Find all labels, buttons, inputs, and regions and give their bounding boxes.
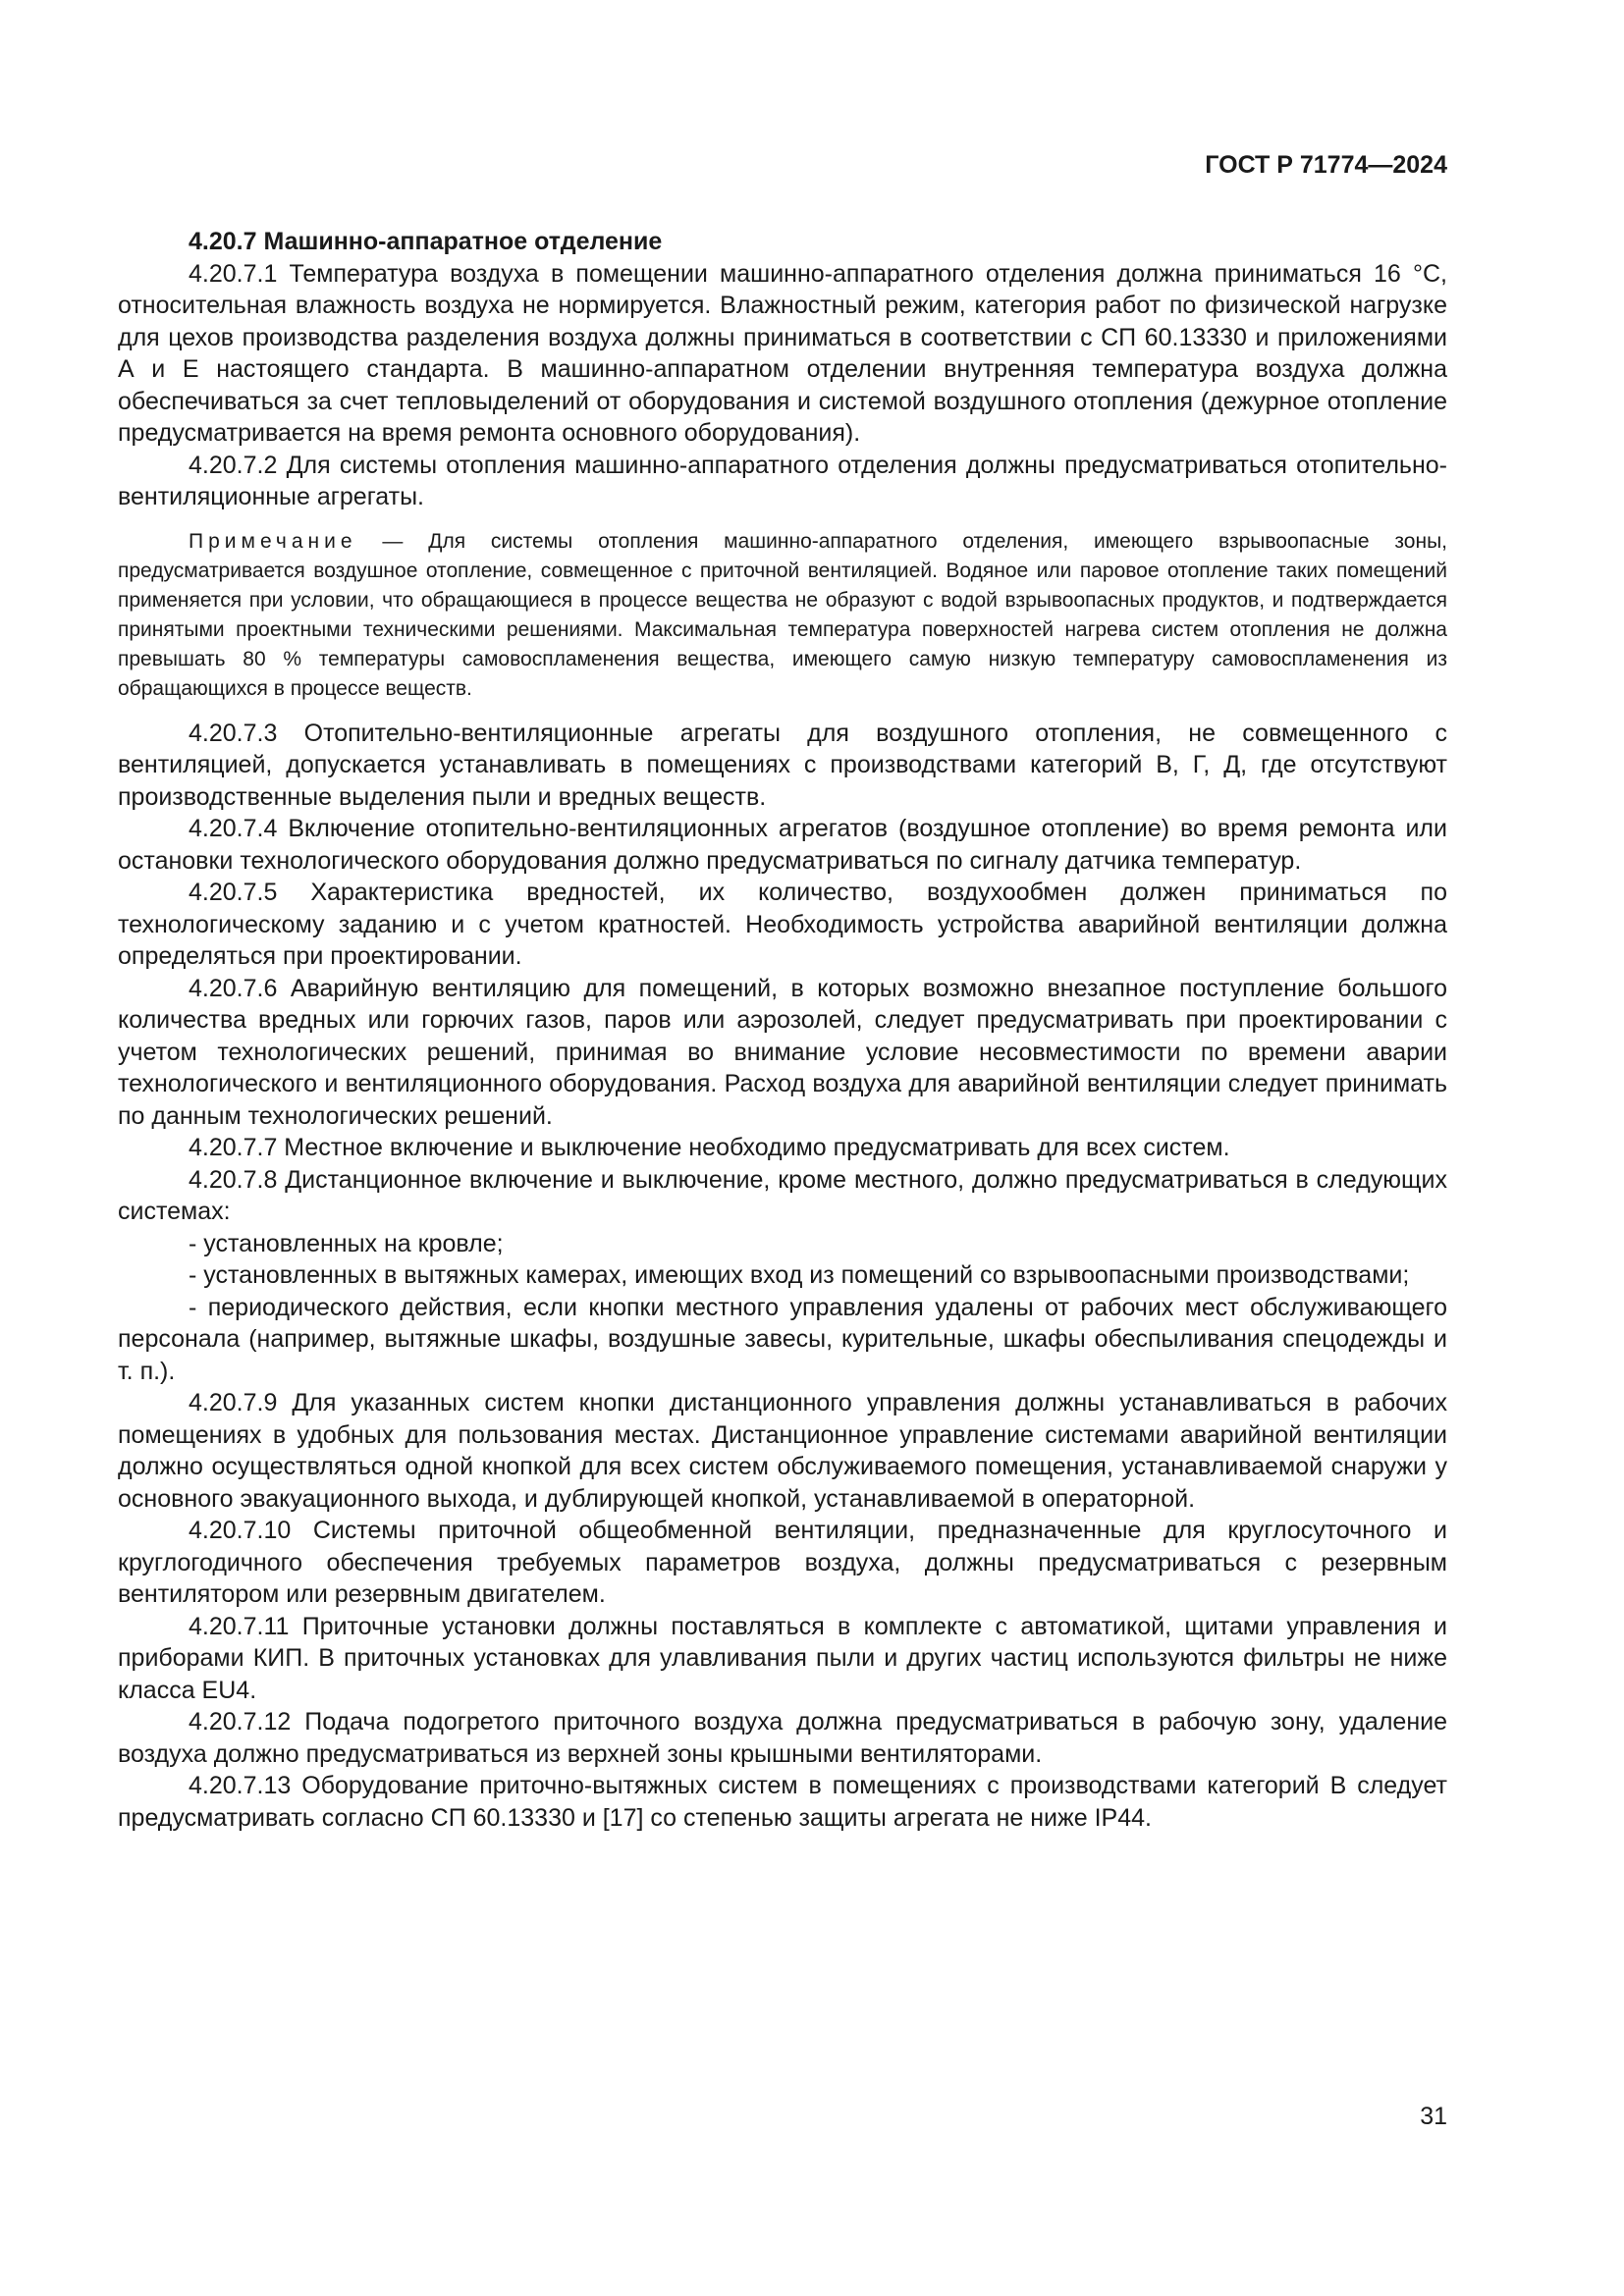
paragraph-4-20-7-1: 4.20.7.1 Температура воздуха в помещении машинно-аппаратного отделения должна приниматься 16 °С, относительная влажность воздуха не нормируется. Влажностный режим, категория работ по физической нагрузке для цехов производства разделения воздуха должны приниматься в соответствии с СП 60.13330 и приложениями А и Е настоящего стандарта. В машинно-аппаратном отделении внутренняя температура воздуха должна обеспечиваться за счет тепловыделений от оборудования и системой воздушного отопления (дежурное отопление предусматривается на время ремонта основного оборудования). <box>118 259 1447 447</box>
paragraph-4-20-7-8: 4.20.7.8 Дистанционное включение и выключение, кроме местного, должно предусматриваться в следующих системах: <box>118 1165 1447 1225</box>
paragraph-4-20-7-9: 4.20.7.9 Для указанных систем кнопки дистанционного управления должны устанавливаться в рабочих помещениях в удобных для пользования местах. Дистанционное управление системами аварийной вентиляции должно осуществляться одной кнопкой для всех систем обслуживаемого помещения, устанавливаемой снаружи у основного эвакуационного выхода, и дублирующей кнопкой, устанавливаемой в операторной. <box>118 1389 1447 1513</box>
document-body <box>118 226 1447 1834</box>
list-item-roof: - установленных на кровле; <box>189 1229 504 1257</box>
section-heading: 4.20.7 Машинно-аппаратное отделение <box>189 228 663 255</box>
paragraph-4-20-7-11: 4.20.7.11 Приточные установки должны поставляться в комплекте с автоматикой, щитами управления и приборами КИП. В приточных установках для улавливания пыли и других частиц используются фильтры не ниже класса EU4. <box>118 1612 1447 1704</box>
document-code: ГОСТ Р 71774—2024 <box>1205 151 1447 179</box>
paragraph-4-20-7-10: 4.20.7.10 Системы приточной общеобменной вентиляции, предназначенные для круглосуточного и круглогодичного обеспечения требуемых параметров воздуха, должны предусматриваться с резервным вентилятором или резервным двигателем. <box>118 1517 1447 1608</box>
note-text: — Для системы отопления машинно-аппаратного отделения, имеющего взрывоопасные зоны, предусматривается воздушное отопление, совмещенное с приточной вентиляцией. Водяное или паровое отопление таких помещений применяется при условии, что обращающиеся в процессе вещества не образуют с водой взрывоопасных продуктов, и подтверждается принятыми проектными техническими решениями. Максимальная температура поверхностей нагрева систем отопления не должна превышать 80 % температуры самовоспламенения вещества, имеющего самую низкую температуру самовоспламенения из обращающихся в процессе веществ. <box>118 529 1447 700</box>
note-label: Примечание <box>189 529 357 553</box>
paragraph-4-20-7-2: 4.20.7.2 Для системы отопления машинно-аппаратного отделения должны предусматриваться отопительно-вентиляционные агрегаты. <box>118 451 1447 510</box>
paragraph-4-20-7-5: 4.20.7.5 Характеристика вредностей, их количество, воздухообмен должен приниматься по технологическому заданию и с учетом кратностей. Необходимость устройства аварийной вентиляции должна определяться при проектировании. <box>118 879 1447 970</box>
paragraph-4-20-7-7: 4.20.7.7 Местное включение и выключение необходимо предусматривать для всех систем. <box>189 1134 1230 1161</box>
list-item-exhaust-chambers: - установленных в вытяжных камерах, имеющих вход из помещений со взрывоопасными производствами; <box>189 1261 1410 1289</box>
paragraph-4-20-7-3: 4.20.7.3 Отопительно-вентиляционные агрегаты для воздушного отопления, не совмещенного с вентиляцией, допускается устанавливать в помещениях с производствами категорий В, Г, Д, где отсутствуют производственные выделения пыли и вредных веществ. <box>118 719 1447 811</box>
list-item-periodic: - периодического действия, если кнопки местного управления удалены от рабочих мест обслуживающего персонала (например, вытяжные шкафы, воздушные завесы, курительные, шкафы обеспыливания спецодежды и т. п.). <box>118 1293 1447 1385</box>
page-number: 31 <box>1420 2103 1447 2130</box>
paragraph-4-20-7-6: 4.20.7.6 Аварийную вентиляцию для помещений, в которых возможно внезапное поступление большого количества вредных или горючих газов, паров или аэрозолей, следует предусматривать при проектировании с учетом технологических решений, принимая во внимание условие несовместимости по времени аварии технологического и вентиляционного оборудования. Расход воздуха для аварийной вентиляции следует принимать по данным технологических решений. <box>118 974 1447 1130</box>
note-block <box>118 527 1447 704</box>
paragraph-4-20-7-12: 4.20.7.12 Подача подогретого приточного воздуха должна предусматриваться в рабочую зону, удаление воздуха должно предусматриваться из верхней зоны крышными вентиляторами. <box>118 1708 1447 1768</box>
paragraph-4-20-7-4: 4.20.7.4 Включение отопительно-вентиляционных агрегатов (воздушное отопление) во время ремонта или остановки технологического оборудования должно предусматриваться по сигналу датчика температур. <box>118 815 1447 875</box>
paragraph-4-20-7-13: 4.20.7.13 Оборудование приточно-вытяжных систем в помещениях с производствами категорий В следует предусматривать согласно СП 60.13330 и [17] со степенью защиты агрегата не ниже IP44. <box>118 1772 1447 1832</box>
